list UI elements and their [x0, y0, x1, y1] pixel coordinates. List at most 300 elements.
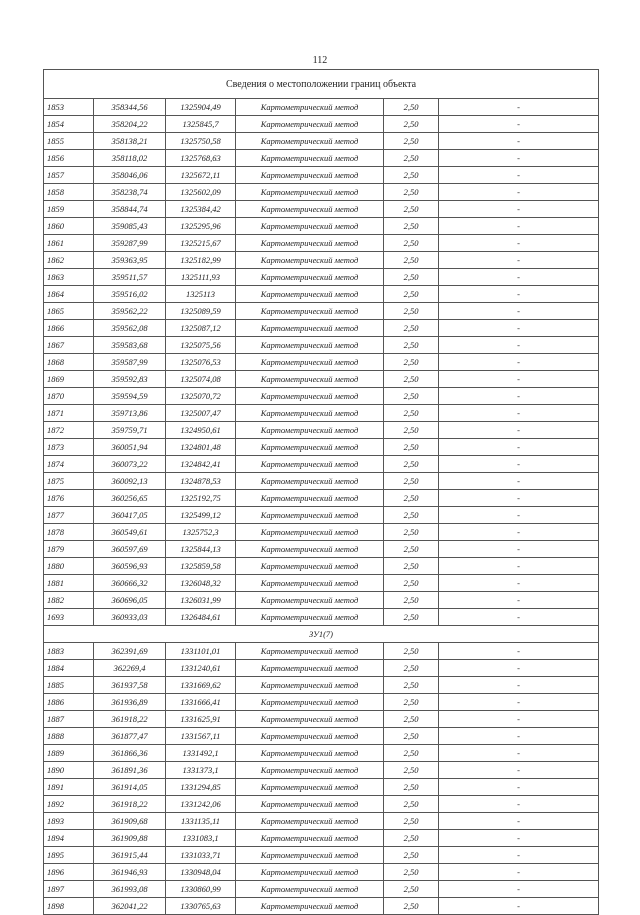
description-cell: -: [439, 592, 599, 609]
point-number-cell: 1878: [44, 524, 94, 541]
coordinate-y-cell: 1325089,59: [166, 303, 236, 320]
coordinate-y-cell: 1325215,67: [166, 235, 236, 252]
coordinate-x-cell: 360256,65: [94, 490, 166, 507]
coordinate-x-cell: 361918,22: [94, 711, 166, 728]
method-cell: Картометрический метод: [236, 473, 384, 490]
method-cell: Картометрический метод: [236, 235, 384, 252]
description-cell: -: [439, 898, 599, 915]
point-number-cell: 1856: [44, 150, 94, 167]
description-cell: -: [439, 881, 599, 898]
method-cell: Картометрический метод: [236, 167, 384, 184]
coordinate-x-cell: 361937,58: [94, 677, 166, 694]
accuracy-cell: 2,50: [384, 456, 439, 473]
description-cell: -: [439, 337, 599, 354]
coordinate-y-cell: 1325076,53: [166, 354, 236, 371]
point-number-cell: 1867: [44, 337, 94, 354]
table-row: [44, 473, 599, 490]
table-row: [44, 337, 599, 354]
table-row: [44, 388, 599, 405]
coordinate-x-cell: 360597,69: [94, 541, 166, 558]
accuracy-cell: 2,50: [384, 660, 439, 677]
coordinate-y-cell: 1325672,11: [166, 167, 236, 184]
description-cell: -: [439, 320, 599, 337]
method-cell: Картометрический метод: [236, 881, 384, 898]
description-cell: -: [439, 269, 599, 286]
coordinate-y-cell: 1325113: [166, 286, 236, 303]
accuracy-cell: 2,50: [384, 337, 439, 354]
table-row: [44, 813, 599, 830]
method-cell: Картометрический метод: [236, 762, 384, 779]
coordinate-y-cell: 1326031,99: [166, 592, 236, 609]
description-cell: -: [439, 201, 599, 218]
accuracy-cell: 2,50: [384, 388, 439, 405]
accuracy-cell: 2,50: [384, 439, 439, 456]
table-row: [44, 371, 599, 388]
description-cell: -: [439, 371, 599, 388]
description-cell: -: [439, 150, 599, 167]
method-cell: Картометрический метод: [236, 541, 384, 558]
coordinate-x-cell: 361946,93: [94, 864, 166, 881]
accuracy-cell: 2,50: [384, 711, 439, 728]
coordinate-x-cell: 361877,47: [94, 728, 166, 745]
coordinate-x-cell: 361993,08: [94, 881, 166, 898]
method-cell: Картометрический метод: [236, 405, 384, 422]
coordinate-x-cell: 359287,99: [94, 235, 166, 252]
method-cell: Картометрический метод: [236, 269, 384, 286]
accuracy-cell: 2,50: [384, 762, 439, 779]
coordinate-x-cell: 362269,4: [94, 660, 166, 677]
method-cell: Картометрический метод: [236, 524, 384, 541]
point-number-cell: 1864: [44, 286, 94, 303]
coordinate-y-cell: 1331625,91: [166, 711, 236, 728]
accuracy-cell: 2,50: [384, 575, 439, 592]
method-cell: Картометрический метод: [236, 677, 384, 694]
accuracy-cell: 2,50: [384, 150, 439, 167]
table-row: [44, 116, 599, 133]
coordinate-x-cell: 358344,56: [94, 99, 166, 116]
boundary-coordinates-table: [43, 69, 599, 915]
table-row: [44, 575, 599, 592]
table-row: [44, 218, 599, 235]
point-number-cell: 1887: [44, 711, 94, 728]
coordinate-x-cell: 361918,22: [94, 796, 166, 813]
coordinate-y-cell: 1325904,49: [166, 99, 236, 116]
coordinate-x-cell: 361909,68: [94, 813, 166, 830]
point-number-cell: 1895: [44, 847, 94, 864]
description-cell: -: [439, 133, 599, 150]
point-number-cell: 1859: [44, 201, 94, 218]
table-row: [44, 779, 599, 796]
description-cell: -: [439, 830, 599, 847]
description-cell: -: [439, 286, 599, 303]
table-row: [44, 354, 599, 371]
table-row: [44, 796, 599, 813]
description-cell: -: [439, 99, 599, 116]
coordinate-x-cell: 360549,61: [94, 524, 166, 541]
table-row: [44, 184, 599, 201]
coordinate-y-cell: 1325768,63: [166, 150, 236, 167]
description-cell: -: [439, 779, 599, 796]
coordinate-y-cell: 1325192,75: [166, 490, 236, 507]
point-number-cell: 1894: [44, 830, 94, 847]
accuracy-cell: 2,50: [384, 133, 439, 150]
table-row: [44, 320, 599, 337]
coordinate-x-cell: 358046,06: [94, 167, 166, 184]
table-row: [44, 235, 599, 252]
point-number-cell: 1868: [44, 354, 94, 371]
point-number-cell: 1693: [44, 609, 94, 626]
coordinate-y-cell: 1325750,58: [166, 133, 236, 150]
point-number-cell: 1882: [44, 592, 94, 609]
description-cell: -: [439, 184, 599, 201]
coordinate-x-cell: 359713,86: [94, 405, 166, 422]
table-row: [44, 269, 599, 286]
point-number-cell: 1888: [44, 728, 94, 745]
table-row: [44, 303, 599, 320]
description-cell: -: [439, 813, 599, 830]
section-label: ЗУ1(7): [44, 626, 599, 643]
point-number-cell: 1860: [44, 218, 94, 235]
coordinate-y-cell: 1331669,62: [166, 677, 236, 694]
table-row: [44, 762, 599, 779]
point-number-cell: 1886: [44, 694, 94, 711]
coordinate-x-cell: 360051,94: [94, 439, 166, 456]
coordinate-y-cell: 1330860,99: [166, 881, 236, 898]
coordinate-x-cell: 361866,36: [94, 745, 166, 762]
description-cell: -: [439, 575, 599, 592]
table-row: [44, 592, 599, 609]
coordinate-x-cell: 359511,57: [94, 269, 166, 286]
method-cell: Картометрический метод: [236, 898, 384, 915]
accuracy-cell: 2,50: [384, 405, 439, 422]
accuracy-cell: 2,50: [384, 218, 439, 235]
description-cell: -: [439, 558, 599, 575]
method-cell: Картометрический метод: [236, 303, 384, 320]
point-number-cell: 1853: [44, 99, 94, 116]
method-cell: Картометрический метод: [236, 388, 384, 405]
page-number: 112: [312, 55, 328, 66]
coordinate-x-cell: 360933,03: [94, 609, 166, 626]
method-cell: Картометрический метод: [236, 439, 384, 456]
table-row: [44, 728, 599, 745]
accuracy-cell: 2,50: [384, 286, 439, 303]
accuracy-cell: 2,50: [384, 541, 439, 558]
description-cell: -: [439, 864, 599, 881]
accuracy-cell: 2,50: [384, 235, 439, 252]
coordinate-y-cell: 1331135,11: [166, 813, 236, 830]
description-cell: -: [439, 405, 599, 422]
coordinate-y-cell: 1331492,1: [166, 745, 236, 762]
accuracy-cell: 2,50: [384, 796, 439, 813]
method-cell: Картометрический метод: [236, 796, 384, 813]
accuracy-cell: 2,50: [384, 898, 439, 915]
method-cell: Картометрический метод: [236, 252, 384, 269]
method-cell: Картометрический метод: [236, 779, 384, 796]
table-row: [44, 881, 599, 898]
method-cell: Картометрический метод: [236, 813, 384, 830]
point-number-cell: 1873: [44, 439, 94, 456]
accuracy-cell: 2,50: [384, 167, 439, 184]
coordinate-y-cell: 1330948,04: [166, 864, 236, 881]
point-number-cell: 1862: [44, 252, 94, 269]
coordinate-y-cell: 1325845,7: [166, 116, 236, 133]
point-number-cell: 1896: [44, 864, 94, 881]
point-number-cell: 1898: [44, 898, 94, 915]
accuracy-cell: 2,50: [384, 745, 439, 762]
table-row: [44, 99, 599, 116]
description-cell: -: [439, 728, 599, 745]
coordinate-y-cell: 1325384,42: [166, 201, 236, 218]
coordinate-x-cell: 359562,08: [94, 320, 166, 337]
accuracy-cell: 2,50: [384, 558, 439, 575]
coordinate-y-cell: 1325859,58: [166, 558, 236, 575]
method-cell: Картометрический метод: [236, 694, 384, 711]
point-number-cell: 1880: [44, 558, 94, 575]
coordinate-y-cell: 1331373,1: [166, 762, 236, 779]
table-row: [44, 201, 599, 218]
method-cell: Картометрический метод: [236, 558, 384, 575]
description-cell: -: [439, 541, 599, 558]
coordinate-y-cell: 1324842,41: [166, 456, 236, 473]
description-cell: -: [439, 235, 599, 252]
description-cell: -: [439, 252, 599, 269]
coordinate-y-cell: 1331240,61: [166, 660, 236, 677]
coordinate-x-cell: 361915,44: [94, 847, 166, 864]
method-cell: Картометрический метод: [236, 422, 384, 439]
coordinate-y-cell: 1331033,71: [166, 847, 236, 864]
description-cell: -: [439, 677, 599, 694]
table-row: [44, 694, 599, 711]
accuracy-cell: 2,50: [384, 354, 439, 371]
method-cell: Картометрический метод: [236, 864, 384, 881]
method-cell: Картометрический метод: [236, 354, 384, 371]
coordinate-y-cell: 1325752,3: [166, 524, 236, 541]
table-row: [44, 405, 599, 422]
accuracy-cell: 2,50: [384, 473, 439, 490]
method-cell: Картометрический метод: [236, 728, 384, 745]
coordinate-x-cell: 360666,32: [94, 575, 166, 592]
coordinate-y-cell: 1324801,48: [166, 439, 236, 456]
accuracy-cell: 2,50: [384, 643, 439, 660]
accuracy-cell: 2,50: [384, 507, 439, 524]
coordinate-x-cell: 358844,74: [94, 201, 166, 218]
coordinate-y-cell: 1325182,99: [166, 252, 236, 269]
accuracy-cell: 2,50: [384, 99, 439, 116]
table-row: [44, 864, 599, 881]
coordinate-x-cell: 362041,22: [94, 898, 166, 915]
accuracy-cell: 2,50: [384, 524, 439, 541]
table-row: [44, 456, 599, 473]
coordinate-y-cell: 1325007,47: [166, 405, 236, 422]
method-cell: Картометрический метод: [236, 592, 384, 609]
coordinate-x-cell: 359594,59: [94, 388, 166, 405]
accuracy-cell: 2,50: [384, 592, 439, 609]
coordinate-y-cell: 1331567,11: [166, 728, 236, 745]
description-cell: -: [439, 116, 599, 133]
coordinate-y-cell: 1324950,61: [166, 422, 236, 439]
accuracy-cell: 2,50: [384, 728, 439, 745]
point-number-cell: 1855: [44, 133, 94, 150]
table-row: [44, 711, 599, 728]
accuracy-cell: 2,50: [384, 847, 439, 864]
coordinate-y-cell: 1331666,41: [166, 694, 236, 711]
point-number-cell: 1871: [44, 405, 94, 422]
coordinate-x-cell: 360417,05: [94, 507, 166, 524]
method-cell: Картометрический метод: [236, 830, 384, 847]
coordinate-y-cell: 1325111,93: [166, 269, 236, 286]
coordinate-x-cell: 361936,89: [94, 694, 166, 711]
point-number-cell: 1866: [44, 320, 94, 337]
description-cell: -: [439, 422, 599, 439]
description-cell: -: [439, 847, 599, 864]
point-number-cell: 1874: [44, 456, 94, 473]
method-cell: Картометрический метод: [236, 150, 384, 167]
description-cell: -: [439, 762, 599, 779]
description-cell: -: [439, 643, 599, 660]
table-row: [44, 524, 599, 541]
description-cell: -: [439, 711, 599, 728]
method-cell: Картометрический метод: [236, 456, 384, 473]
coordinate-y-cell: 1325070,72: [166, 388, 236, 405]
point-number-cell: 1870: [44, 388, 94, 405]
coordinate-y-cell: 1326484,61: [166, 609, 236, 626]
coordinate-x-cell: 360092,13: [94, 473, 166, 490]
coordinate-x-cell: 359516,02: [94, 286, 166, 303]
accuracy-cell: 2,50: [384, 779, 439, 796]
table-row: [44, 558, 599, 575]
method-cell: Картометрический метод: [236, 643, 384, 660]
point-number-cell: 1879: [44, 541, 94, 558]
method-cell: Картометрический метод: [236, 490, 384, 507]
coordinate-x-cell: 361909,88: [94, 830, 166, 847]
table-body: [44, 70, 599, 915]
table-row: [44, 745, 599, 762]
method-cell: Картометрический метод: [236, 507, 384, 524]
table-row: [44, 507, 599, 524]
accuracy-cell: 2,50: [384, 677, 439, 694]
accuracy-cell: 2,50: [384, 609, 439, 626]
coordinate-y-cell: 1325499,12: [166, 507, 236, 524]
table-title-row: [44, 70, 599, 99]
method-cell: Картометрический метод: [236, 201, 384, 218]
coordinate-x-cell: 359587,99: [94, 354, 166, 371]
coordinate-y-cell: 1324878,53: [166, 473, 236, 490]
method-cell: Картометрический метод: [236, 745, 384, 762]
table-row: [44, 167, 599, 184]
point-number-cell: 1857: [44, 167, 94, 184]
point-number-cell: 1858: [44, 184, 94, 201]
method-cell: Картометрический метод: [236, 575, 384, 592]
point-number-cell: 1883: [44, 643, 94, 660]
accuracy-cell: 2,50: [384, 252, 439, 269]
description-cell: -: [439, 609, 599, 626]
description-cell: -: [439, 507, 599, 524]
method-cell: Картометрический метод: [236, 371, 384, 388]
point-number-cell: 1892: [44, 796, 94, 813]
point-number-cell: 1897: [44, 881, 94, 898]
point-number-cell: 1881: [44, 575, 94, 592]
table-row: [44, 490, 599, 507]
coordinate-x-cell: 362391,69: [94, 643, 166, 660]
coordinate-x-cell: 361891,36: [94, 762, 166, 779]
accuracy-cell: 2,50: [384, 813, 439, 830]
accuracy-cell: 2,50: [384, 371, 439, 388]
description-cell: -: [439, 439, 599, 456]
table-row: [44, 541, 599, 558]
accuracy-cell: 2,50: [384, 320, 439, 337]
accuracy-cell: 2,50: [384, 184, 439, 201]
method-cell: Картометрический метод: [236, 337, 384, 354]
table-row: [44, 286, 599, 303]
table-row: [44, 660, 599, 677]
table-row: [44, 150, 599, 167]
coordinate-y-cell: 1331101,01: [166, 643, 236, 660]
description-cell: -: [439, 456, 599, 473]
point-number-cell: 1863: [44, 269, 94, 286]
table-row: [44, 422, 599, 439]
coordinate-x-cell: 359562,22: [94, 303, 166, 320]
coordinate-y-cell: 1325087,12: [166, 320, 236, 337]
coordinate-y-cell: 1325075,56: [166, 337, 236, 354]
method-cell: Картометрический метод: [236, 286, 384, 303]
point-number-cell: 1869: [44, 371, 94, 388]
point-number-cell: 1891: [44, 779, 94, 796]
coordinate-y-cell: 1331294,85: [166, 779, 236, 796]
method-cell: Картометрический метод: [236, 660, 384, 677]
method-cell: Картометрический метод: [236, 609, 384, 626]
point-number-cell: 1854: [44, 116, 94, 133]
accuracy-cell: 2,50: [384, 116, 439, 133]
point-number-cell: 1876: [44, 490, 94, 507]
accuracy-cell: 2,50: [384, 201, 439, 218]
table-row: [44, 643, 599, 660]
description-cell: -: [439, 660, 599, 677]
coordinate-x-cell: 359592,83: [94, 371, 166, 388]
coordinate-y-cell: 1325602,09: [166, 184, 236, 201]
point-number-cell: 1872: [44, 422, 94, 439]
table-row: [44, 609, 599, 626]
accuracy-cell: 2,50: [384, 303, 439, 320]
description-cell: -: [439, 167, 599, 184]
description-cell: -: [439, 796, 599, 813]
coordinate-y-cell: 1325295,96: [166, 218, 236, 235]
description-cell: -: [439, 218, 599, 235]
coordinate-x-cell: 359759,71: [94, 422, 166, 439]
accuracy-cell: 2,50: [384, 422, 439, 439]
coordinate-x-cell: 361914,05: [94, 779, 166, 796]
method-cell: Картометрический метод: [236, 218, 384, 235]
method-cell: Картометрический метод: [236, 711, 384, 728]
point-number-cell: 1877: [44, 507, 94, 524]
method-cell: Картометрический метод: [236, 116, 384, 133]
point-number-cell: 1865: [44, 303, 94, 320]
coordinate-y-cell: 1331083,1: [166, 830, 236, 847]
method-cell: Картометрический метод: [236, 99, 384, 116]
coordinate-x-cell: 360696,05: [94, 592, 166, 609]
method-cell: Картометрический метод: [236, 320, 384, 337]
description-cell: -: [439, 490, 599, 507]
coordinate-x-cell: 359085,43: [94, 218, 166, 235]
table-row: [44, 830, 599, 847]
coordinate-x-cell: 359363,95: [94, 252, 166, 269]
method-cell: Картометрический метод: [236, 847, 384, 864]
coordinate-y-cell: 1331242,06: [166, 796, 236, 813]
coordinate-x-cell: 359583,68: [94, 337, 166, 354]
accuracy-cell: 2,50: [384, 881, 439, 898]
coordinate-x-cell: 358204,22: [94, 116, 166, 133]
table-row: [44, 677, 599, 694]
point-number-cell: 1890: [44, 762, 94, 779]
